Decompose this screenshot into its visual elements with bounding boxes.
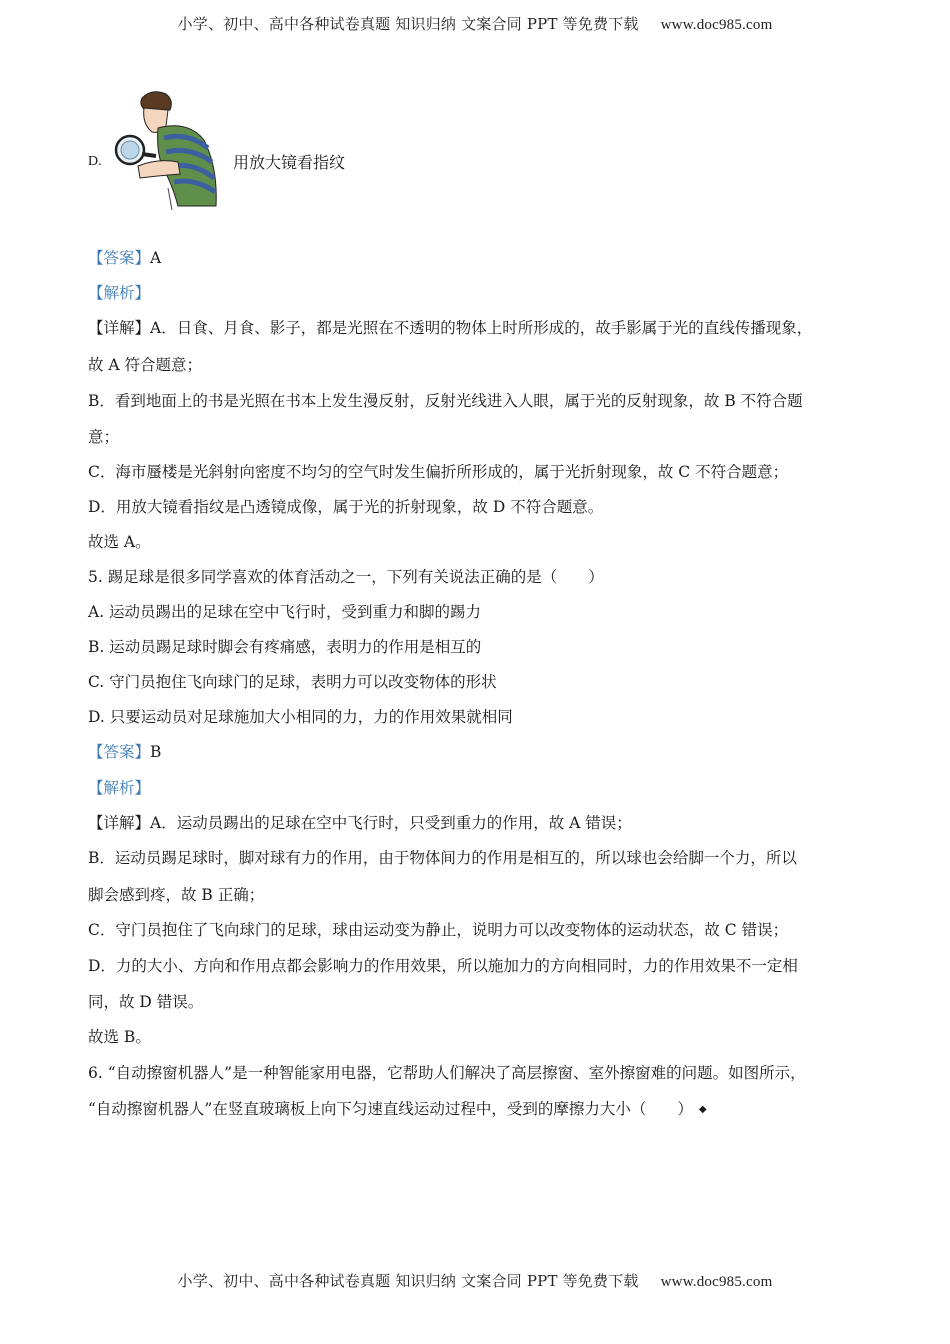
q5-answer-tag: 【答案】 xyxy=(88,743,151,761)
q5-option-c: C. 守门员抱住飞向球门的足球，表明力可以改变物体的形状 xyxy=(88,673,497,691)
q5-option-b: B. 运动员踢足球时脚会有疼痛感，表明力的作用是相互的 xyxy=(88,638,482,656)
q4-answer-tag: 【答案】 xyxy=(88,249,151,267)
q6-stem-line-1: 6. “自动擦窗机器人”是一种智能家用电器，它帮助人们解决了高层擦窗、室外擦窗难的问题。如图所示， xyxy=(88,1064,806,1082)
q4-detail-line-6: D．用放大镜看指纹是凸透镜成像，属于光的折射现象，故 D 不符合题意。 xyxy=(88,498,604,516)
diamond-marker-icon: ◆ xyxy=(698,1104,707,1115)
q5-detail-text-1: A．运动员踢出的足球在空中飞行时，只受到重力的作用，故 A 错误； xyxy=(150,814,632,832)
q4-detail-line-4: 意； xyxy=(88,428,120,446)
page-header xyxy=(0,13,950,34)
boy-with-magnifier-illustration xyxy=(108,88,224,210)
q5-detail-line-3: 脚会感到疼，故 B 正确； xyxy=(88,886,265,904)
q5-detail-line-4: C．守门员抱住了飞向球门的足球，球由运动变为静止，说明力可以改变物体的运动状态，故 C 错误； xyxy=(88,921,789,939)
q5-stem: 5. 踢足球是很多同学喜欢的体育活动之一，下列有关说法正确的是（ ） xyxy=(88,568,604,586)
q5-detail-line-2: B．运动员踢足球时，脚对球有力的作用，由于物体间力的作用是相互的，所以球也会给脚一个力，所以 xyxy=(88,849,797,867)
q4-detail-line-2: 故 A 符合题意； xyxy=(88,356,203,374)
q4-answer-value: A xyxy=(150,249,162,267)
q4-detail-tag: 【详解】 xyxy=(88,319,151,337)
q4-detail-text-1: A．日食、月食、影子，都是光照在不透明的物体上时所形成的，故手影属于光的直线传播现象， xyxy=(150,319,813,337)
footer-site-link[interactable]: www.doc985.com xyxy=(660,1274,773,1290)
footer-text: 小学、初中、高中各种试卷真题 知识归纳 文案合同 PPT 等免费下载 xyxy=(177,1272,639,1290)
q5-analysis-tag: 【解析】 xyxy=(88,779,151,797)
q5-detail-line-6: 同，故 D 错误。 xyxy=(88,993,204,1011)
q4-detail-line-3: B．看到地面上的书是光照在书本上发生漫反射，反射光线进入人眼，属于光的反射现象，故 B 不符合题 xyxy=(88,392,803,410)
q4-option-d-text: 用放大镜看指纹 xyxy=(233,153,346,172)
page-footer xyxy=(0,1270,950,1291)
q6-stem-line-2 xyxy=(88,1098,707,1121)
q4-analysis-tag: 【解析】 xyxy=(88,284,151,302)
q4-detail-line-1 xyxy=(88,317,812,339)
q5-answer xyxy=(88,741,161,763)
header-site-link[interactable]: www.doc985.com xyxy=(660,17,773,33)
q5-option-d: D. 只要运动员对足球施加大小相同的力，力的作用效果就相同 xyxy=(88,708,513,726)
q6-stem-text-2: “自动擦窗机器人”在竖直玻璃板上向下匀速直线运动过程中，受到的摩擦力大小（ ） xyxy=(88,1100,693,1118)
q5-answer-value: B xyxy=(150,743,162,761)
q5-detail-line-5: D．力的大小、方向和作用点都会影响力的作用效果，所以施加力的方向相同时，力的作用效果不一定相 xyxy=(88,957,798,975)
q4-answer xyxy=(88,247,161,269)
q4-detail-line-5: C．海市蜃楼是光斜射向密度不均匀的空气时发生偏折所形成的，属于光折射现象，故 C 不符合题意； xyxy=(88,463,789,481)
q4-conclusion: 故选 A。 xyxy=(88,533,151,551)
q4-option-d-label: D. xyxy=(88,154,102,169)
q5-detail-line-1 xyxy=(88,812,632,834)
q5-option-a: A. 运动员踢出的足球在空中飞行时，受到重力和脚的踢力 xyxy=(88,603,482,621)
header-text: 小学、初中、高中各种试卷真题 知识归纳 文案合同 PPT 等免费下载 xyxy=(177,15,639,33)
q5-detail-tag: 【详解】 xyxy=(88,814,151,832)
q5-conclusion: 故选 B。 xyxy=(88,1028,151,1046)
